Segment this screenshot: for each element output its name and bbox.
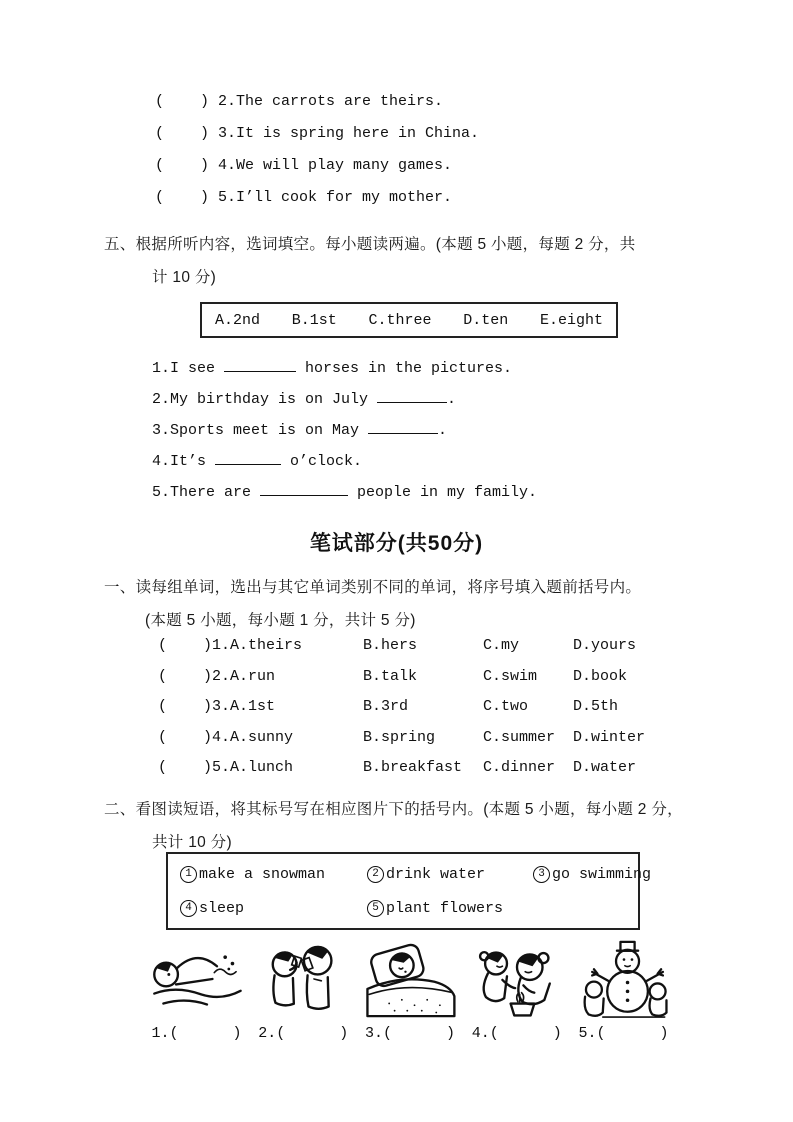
word-bank-option: E.eight bbox=[539, 311, 603, 329]
phrase-item: 2 drink water bbox=[367, 860, 533, 888]
listening-check-list bbox=[155, 93, 479, 221]
fill-in-list bbox=[152, 357, 537, 512]
listening-item: ( ) 3.It is spring here in China. bbox=[155, 125, 480, 142]
phrase-item: 1 make a snowman bbox=[180, 860, 367, 888]
option-b: B.hers bbox=[363, 637, 418, 654]
circled-number: 1 bbox=[180, 866, 197, 883]
table-row bbox=[158, 637, 645, 668]
answer-blank bbox=[260, 481, 348, 496]
answer-bracket: ( ) bbox=[158, 728, 213, 746]
drinking-water-icon bbox=[259, 938, 347, 1020]
swimming-icon bbox=[147, 938, 247, 1020]
section-five-heading-line1: 五、根据所听内容，选词填空。每小题读两遍。(本题 5 小题，每题 2 分，共 bbox=[104, 236, 636, 253]
option-a: 1.A.theirs bbox=[212, 637, 303, 654]
section-five-heading-line2: 计 10 分) bbox=[152, 269, 217, 286]
table-row bbox=[158, 698, 645, 729]
option-a: 5.A.lunch bbox=[212, 759, 294, 777]
answer-blank bbox=[215, 450, 281, 465]
fill-item: 2.My birthday is on July . bbox=[152, 388, 537, 419]
section-one-heading-line2: (本题 5 小题，每小题 1 分，共计 5 分) bbox=[145, 612, 416, 629]
option-d: D.5th bbox=[573, 698, 619, 716]
table-row bbox=[158, 668, 645, 699]
picture-matching-row bbox=[146, 938, 674, 1042]
picture-item bbox=[146, 938, 247, 1042]
fill-item: 3.Sports meet is on May . bbox=[152, 419, 537, 450]
option-b: B.talk bbox=[363, 667, 418, 685]
phrase-item: 5 plant flowers bbox=[367, 894, 533, 922]
sleeping-icon bbox=[362, 938, 458, 1020]
option-b: B.breakfast bbox=[363, 759, 463, 777]
listening-item: ( ) 2.The carrots are theirs. bbox=[155, 93, 444, 110]
listening-item: ( ) 5.I’ll cook for my mother. bbox=[155, 189, 453, 206]
written-part-title: 笔试部分(共50分) bbox=[309, 532, 484, 555]
option-a: 4.A.sunny bbox=[212, 728, 294, 746]
section-two-heading-line2: 共计 10 分) bbox=[152, 834, 232, 851]
word-bank-box bbox=[200, 302, 618, 338]
picture-item bbox=[573, 938, 674, 1042]
circled-number: 3 bbox=[533, 866, 550, 883]
fill-item: 4.It’s o’clock. bbox=[152, 450, 537, 481]
option-d: D.yours bbox=[573, 637, 637, 654]
word-bank-option: D.ten bbox=[463, 311, 509, 329]
listening-item: ( ) 4.We will play many games. bbox=[155, 157, 453, 174]
option-d: D.water bbox=[573, 759, 637, 777]
answer-blank bbox=[224, 357, 296, 372]
option-b: B.spring bbox=[363, 728, 436, 746]
answer-bracket: ( ) bbox=[158, 698, 213, 716]
fill-item: 5.There are people in my family. bbox=[152, 481, 537, 512]
picture-caption: 3.( ) bbox=[364, 1025, 455, 1042]
word-bank-option: C.three bbox=[368, 311, 432, 329]
option-a: 2.A.run bbox=[212, 667, 276, 685]
section-two-heading-line1: 二、看图读短语，将其标号写在相应图片下的括号内。(本题 5 小题，每小题 2 分， bbox=[104, 801, 683, 818]
answer-bracket: ( ) bbox=[158, 759, 213, 777]
option-c: C.dinner bbox=[483, 759, 556, 777]
table-row bbox=[158, 759, 645, 790]
planting-flowers-icon bbox=[472, 938, 562, 1020]
option-c: C.swim bbox=[483, 667, 538, 685]
fill-item: 1.I see horses in the pictures. bbox=[152, 357, 537, 388]
table-row bbox=[158, 729, 645, 760]
word-bank-option: A.2nd bbox=[215, 311, 261, 329]
word-bank-option: B.1st bbox=[291, 311, 337, 329]
picture-caption: 1.( ) bbox=[151, 1025, 242, 1042]
picture-caption: 4.( ) bbox=[471, 1025, 562, 1042]
option-d: D.winter bbox=[573, 728, 646, 746]
answer-blank bbox=[377, 388, 447, 403]
snowman-icon bbox=[578, 938, 670, 1020]
option-d: D.book bbox=[573, 667, 628, 685]
option-a: 3.A.1st bbox=[212, 698, 276, 716]
circled-number: 2 bbox=[367, 866, 384, 883]
answer-bracket: ( ) bbox=[158, 667, 213, 685]
phrase-bank-box bbox=[166, 852, 652, 930]
phrase-item: 3 go swimming bbox=[533, 860, 651, 888]
answer-blank bbox=[368, 419, 438, 434]
section-one-heading-line1: 一、读每组单词，选出与其它单词类别不同的单词，将序号填入题前括号内。 bbox=[104, 579, 642, 596]
option-c: C.summer bbox=[483, 728, 556, 746]
picture-caption: 2.( ) bbox=[258, 1025, 349, 1042]
option-b: B.3rd bbox=[363, 698, 409, 716]
multiple-choice-table bbox=[158, 637, 645, 790]
phrase-item: 4 sleep bbox=[180, 894, 367, 922]
picture-item bbox=[253, 938, 354, 1042]
option-c: C.two bbox=[483, 698, 529, 716]
option-c: C.my bbox=[483, 637, 520, 654]
picture-item bbox=[360, 938, 461, 1042]
circled-number: 5 bbox=[367, 900, 384, 917]
picture-caption: 5.( ) bbox=[578, 1025, 669, 1042]
picture-item bbox=[466, 938, 567, 1042]
answer-bracket: ( ) bbox=[158, 637, 213, 654]
circled-number: 4 bbox=[180, 900, 197, 917]
